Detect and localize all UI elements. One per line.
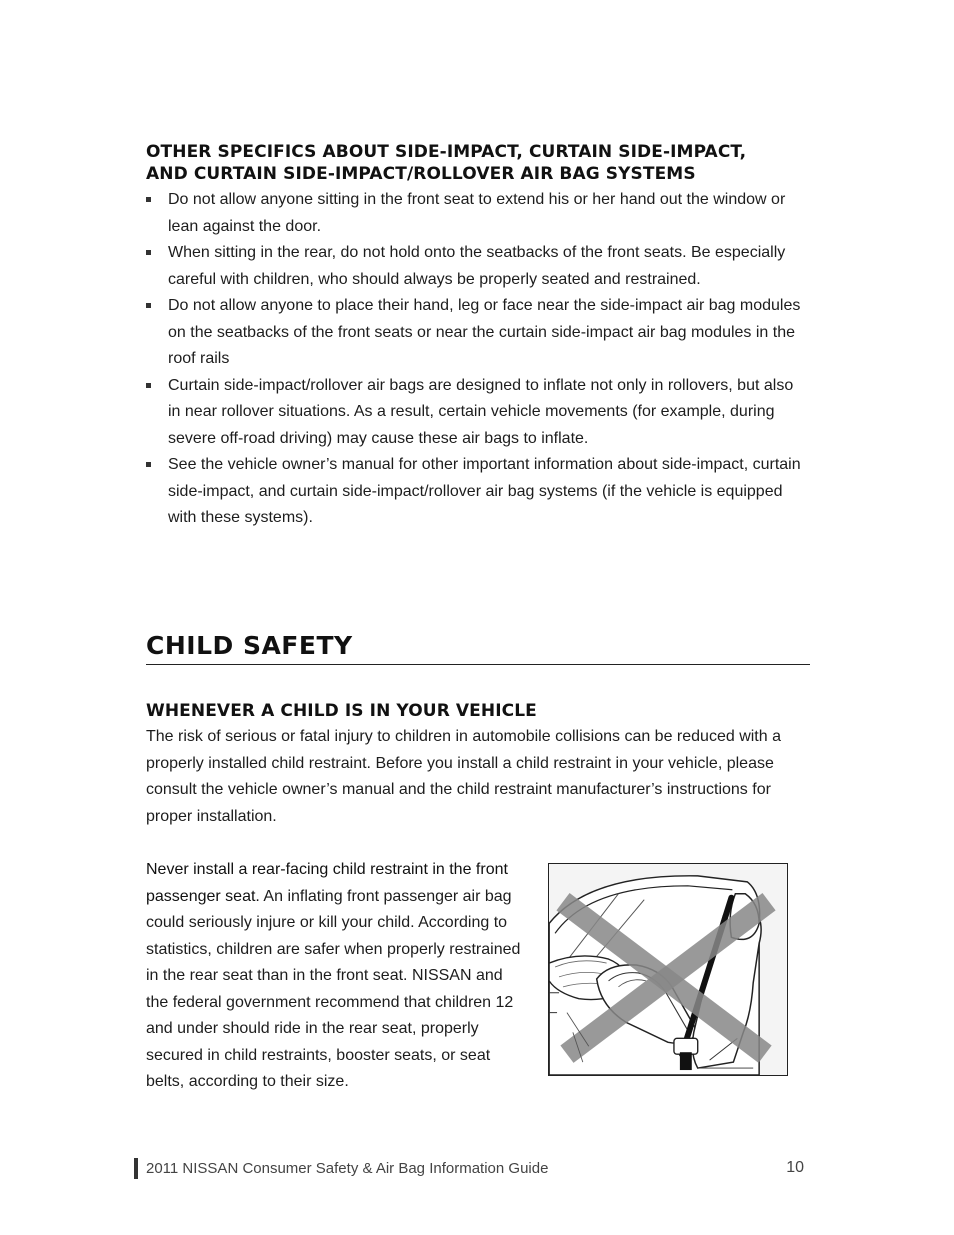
warning-body-text: An inflating front passenger air bag could seriously injure or kill your child. According to statistics, children are safer when properly restrained in the rear seat than in the front seat. NISSAN and the federal government recommend that children 12 and under should ride in the rear seat, properly secured in child restraints, booster seats, or seat belts, according to their size. [146, 887, 521, 1090]
page-number: 10 [786, 1159, 804, 1176]
footer-guide-title: 2011 NISSAN Consumer Safety & Air Bag Information Guide [146, 1160, 549, 1177]
square-bullet-icon [146, 462, 151, 467]
list-item [146, 240, 810, 293]
prohibited-illustration-svg [549, 864, 787, 1075]
section-title-side-impact [146, 141, 810, 185]
square-bullet-icon [146, 250, 151, 255]
list-item [146, 187, 810, 240]
bullet-text: See the vehicle owner’s manual for other important information about side-impact, curtain side-impact, and curtain side-impact/rollover air bag systems (if the vehicle is equipped with these systems). [168, 456, 801, 526]
warning-lead-text: Never install a rear-facing child restraint in the front passenger seat. [146, 861, 508, 905]
list-item [146, 452, 810, 532]
child-in-vehicle-subheading: WHENEVER A CHILD IS IN YOUR VEHICLE [146, 701, 537, 721]
rear-facing-warning-paragraph [146, 857, 526, 1096]
bullet-text: Do not allow anyone sitting in the front seat to extend his or her hand out the window or lean against the door. [168, 191, 786, 235]
list-item [146, 293, 810, 373]
square-bullet-icon [146, 197, 151, 202]
child-safety-heading: CHILD SAFETY [146, 628, 810, 665]
side-impact-bullet-list [146, 187, 810, 532]
bullet-text: When sitting in the rear, do not hold onto the seatbacks of the front seats. Be especially careful with children, who should always be properly seated and restrained. [168, 244, 786, 288]
list-item [146, 373, 810, 453]
bullet-text: Do not allow anyone to place their hand, leg or face near the side-impact air bag modules on the seatbacks of the front seats or near the curtain side-impact air bag modules in the roof rails [168, 297, 801, 367]
section-title-line-2: AND CURTAIN SIDE-IMPACT/ROLLOVER AIR BAG SYSTEMS [146, 164, 696, 184]
square-bullet-icon [146, 383, 151, 388]
bullet-text: Curtain side-impact/rollover air bags are designed to inflate not only in rollovers, but also in near rollover situations. As a result, certain vehicle movements (for example, during severe off-road driving) may cause these air bags to inflate. [168, 376, 794, 447]
section-title-line-1: OTHER SPECIFICS ABOUT SIDE-IMPACT, CURTAIN SIDE-IMPACT, [146, 142, 747, 162]
rear-facing-child-seat-prohibited-illustration [548, 863, 788, 1076]
child-safety-intro-paragraph: The risk of serious or fatal injury to children in automobile collisions can be reduced with a properly installed child restraint. Before you install a child restraint in your vehicle, please consult the vehicle owner’s manual and the child restraint manufacturer’s instructions for proper installation. [146, 728, 781, 825]
square-bullet-icon [146, 303, 151, 308]
footer-divider-bar [134, 1158, 138, 1179]
